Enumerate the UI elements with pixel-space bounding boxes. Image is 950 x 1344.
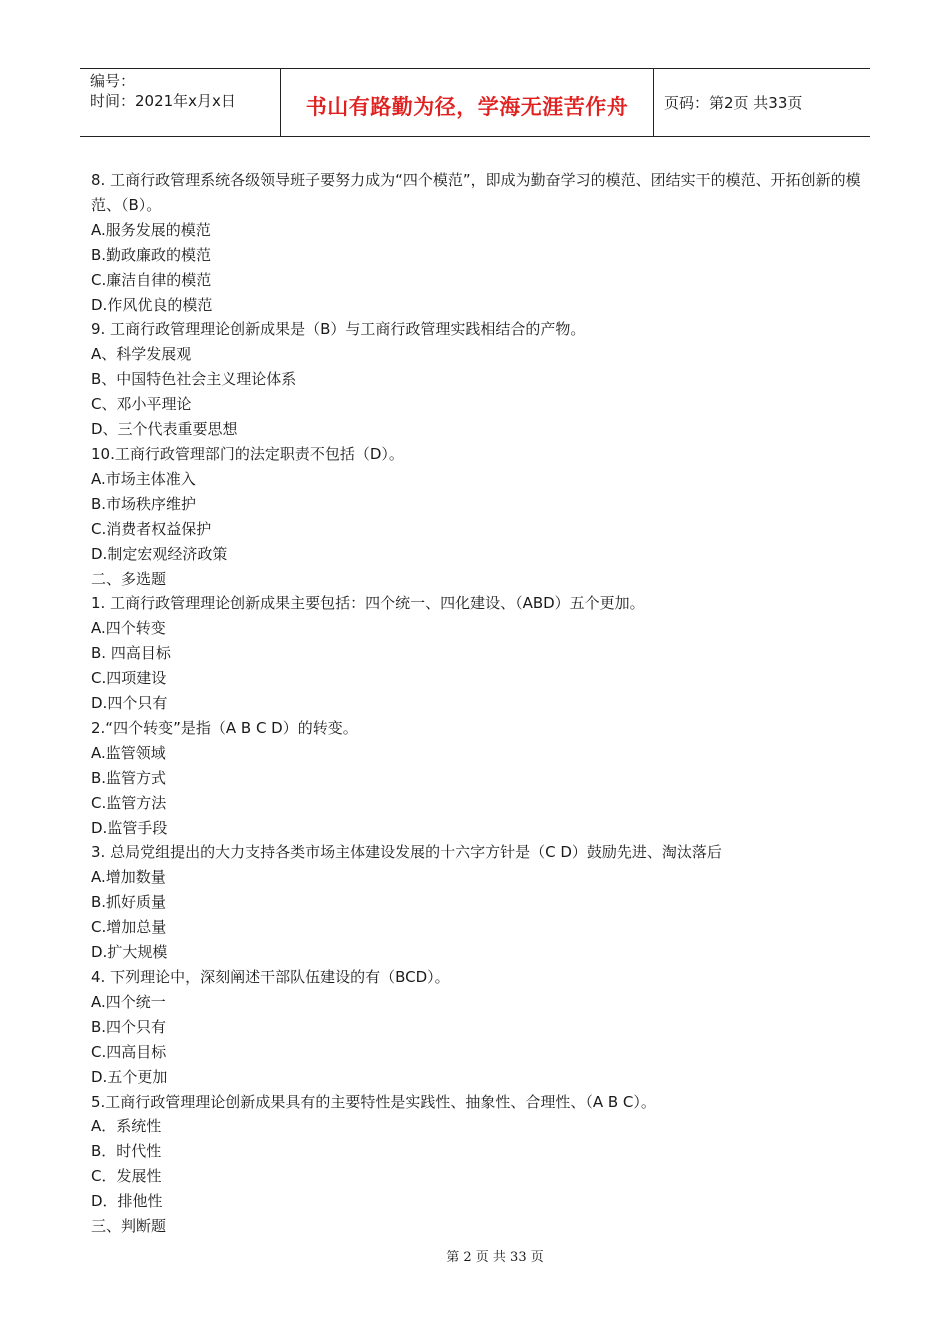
option-line: C、邓小平理论 — [91, 395, 192, 414]
question-8: 8. 工商行政管理系统各级领导班子要努力成为“四个模范”，即成为勤奋学习的模范、团结实干的模范、开拓创新的模范、（B）。 — [91, 171, 861, 214]
option-line: A.四个转变 — [91, 619, 166, 638]
option-line: B.抓好质量 — [91, 893, 167, 912]
serial-label: 编号： — [90, 72, 136, 90]
question-mc-5: 5.工商行政管理理论创新成果具有的主要特性是实践性、抽象性、合理性、（A B C）。 — [91, 1092, 656, 1111]
header-page-cell — [654, 69, 870, 136]
option-line: A.市场主体准入 — [91, 469, 196, 488]
option-line: C.消费者权益保护 — [91, 519, 212, 538]
option-line: B.勤政廉政的模范 — [91, 245, 212, 264]
option-line: D.五个更加 — [91, 1067, 168, 1086]
question-mc-3: 3. 总局党组提出的大力支持各类市场主体建设发展的十六字方针是（C D）鼓励先进、淘汰落后 — [91, 843, 722, 862]
option-line: C.廉洁自律的模范 — [91, 270, 212, 289]
motto-text: 书山有路勤为径，学海无涯苦作舟 — [305, 94, 629, 119]
option-line: C.增加总量 — [91, 918, 167, 937]
option-line: B、中国特色社会主义理论体系 — [91, 370, 297, 389]
option-line: C.监管方法 — [91, 793, 167, 812]
option-line: A.增加数量 — [91, 868, 166, 887]
option-line: D.扩大规模 — [91, 943, 168, 962]
option-line: A.监管领域 — [91, 743, 166, 762]
page-header — [80, 68, 870, 137]
option-line: B.监管方式 — [91, 768, 167, 787]
option-line: D.监管手段 — [91, 818, 168, 837]
option-line: D.四个只有 — [91, 694, 168, 713]
header-info-cell — [80, 69, 281, 136]
option-line: A.服务发展的模范 — [91, 220, 211, 239]
option-line: A、科学发展观 — [91, 345, 192, 364]
question-mc-1: 1. 工商行政管理理论创新成果主要包括：四个统一、四化建设、（ABD）五个更加。 — [91, 594, 645, 613]
option-line: D．排他性 — [91, 1192, 163, 1211]
option-line: D.作风优良的模范 — [91, 295, 213, 314]
option-line: A．系统性 — [91, 1117, 162, 1136]
option-line: D、三个代表重要思想 — [91, 420, 238, 439]
option-line: B．时代性 — [91, 1142, 162, 1161]
section-heading-true-false: 三、判断题 — [91, 1217, 167, 1236]
option-line: C.四高目标 — [91, 1042, 167, 1061]
option-line: B.四个只有 — [91, 1017, 167, 1036]
option-line: B. 四高目标 — [91, 644, 171, 663]
option-line: B.市场秩序维护 — [91, 494, 197, 513]
header-motto-cell — [281, 69, 654, 136]
question-mc-4: 4. 下列理论中，深刻阐述干部队伍建设的有（BCD）。 — [91, 968, 450, 986]
option-line: A.四个统一 — [91, 992, 166, 1011]
question-10: 10.工商行政管理部门的法定职责不包括（D）。 — [91, 444, 404, 463]
section-heading-multiple-choice: 二、多选题 — [91, 569, 167, 588]
question-mc-2: 2.“四个转变”是指（A B C D）的转变。 — [91, 718, 358, 737]
option-line: D.制定宏观经济政策 — [91, 544, 228, 563]
page-info: 页码：第2页 共33页 — [664, 94, 803, 112]
footer-page-number: 第 2 页 共 33 页 — [446, 1250, 544, 1265]
document-body — [91, 168, 871, 1239]
time-label: 时间：2021年x月x日 — [90, 92, 236, 110]
option-line: C．发展性 — [91, 1167, 162, 1186]
option-line: C.四项建设 — [91, 669, 167, 688]
question-9: 9. 工商行政管理理论创新成果是（B）与工商行政管理实践相结合的产物。 — [91, 320, 586, 339]
page-footer — [0, 1246, 950, 1265]
